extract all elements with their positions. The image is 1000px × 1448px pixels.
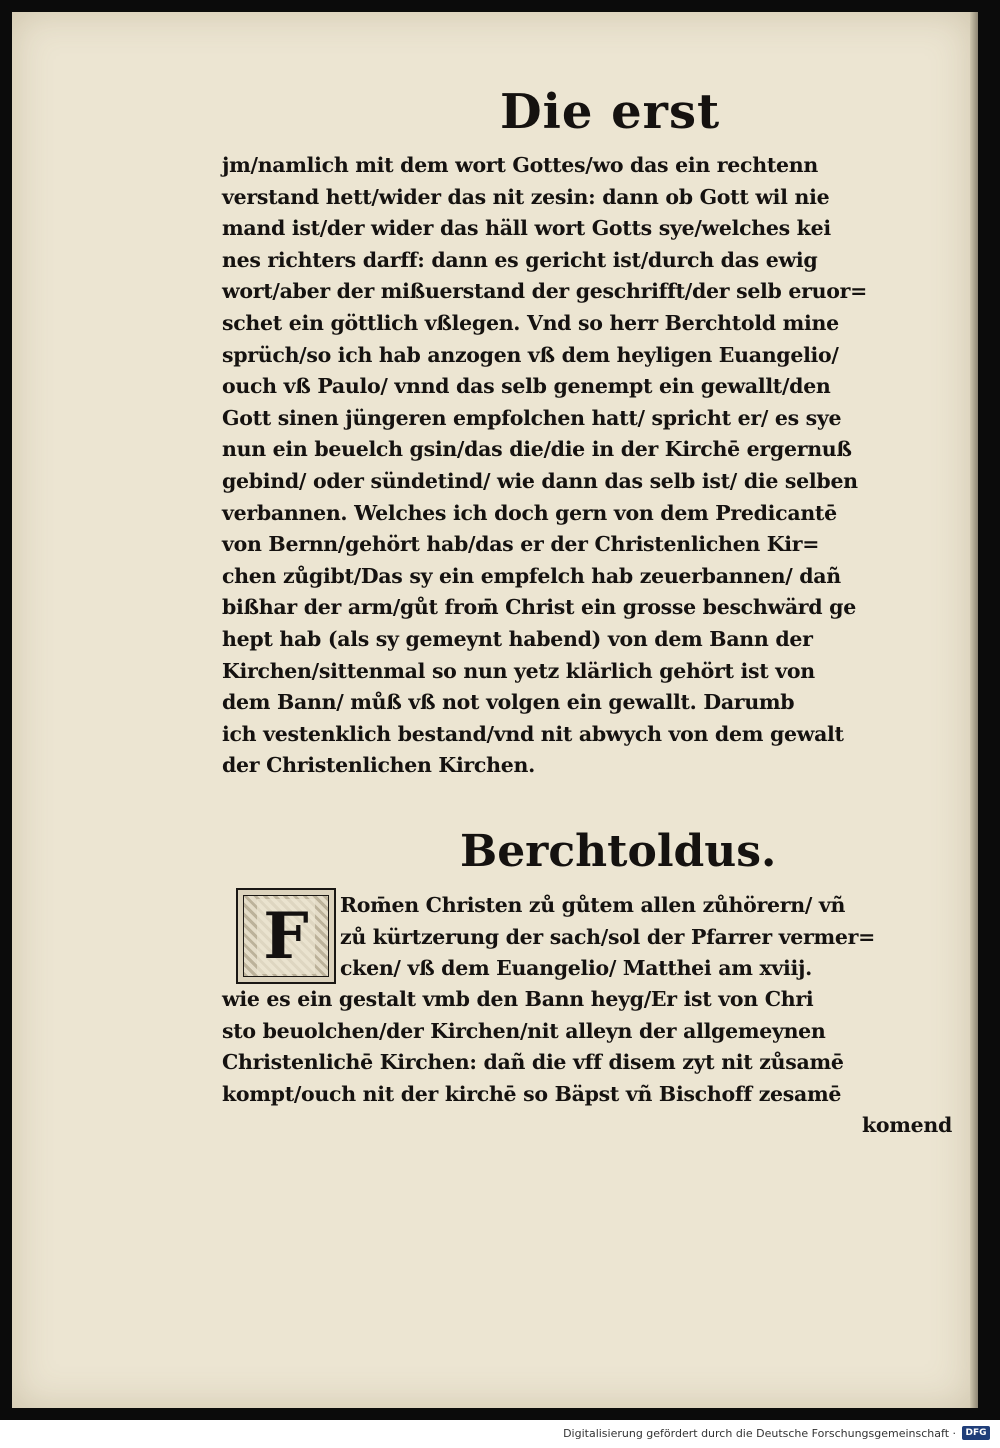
- page-gutter-edge: [970, 12, 978, 1408]
- speaker-heading: Berchtoldus.: [460, 826, 777, 877]
- initial-letter: F: [257, 899, 314, 974]
- text-line: mand ist/der wider das häll wort Gotts sye/welches kei: [222, 216, 831, 241]
- text-line: von Bernn/gehört hab/das er der Christenlichen Kir=: [222, 532, 820, 557]
- text-line: verstand hett/wider das nit zesin: dann ob Gott wil nie: [222, 184, 830, 209]
- text-line: Rom̄en Christen zů gůtem allen zůhörern/ vñ: [340, 893, 846, 917]
- text-line: wie es ein gestalt vmb den Bann heyg/Er ist von Chri: [222, 987, 814, 1011]
- initial-ornament: [243, 895, 329, 977]
- decorated-initial: [236, 888, 336, 984]
- running-header: Die erst: [500, 84, 721, 140]
- text-line: zů kürtzerung der sach/sol der Pfarrer vermer=: [340, 924, 876, 949]
- text-line: Christenlichē Kirchen: dañ die vff disem zyt nit zůsamē: [222, 1050, 844, 1075]
- paragraph-2-full: [222, 984, 952, 1142]
- text-line: bißhar der arm/gůt from̄ Christ ein grosse beschwärd ge: [222, 595, 856, 620]
- text-line: jm/namlich mit dem wort Gottes/wo das ein rechtenn: [222, 153, 818, 177]
- text-line: sprüch/so ich hab anzogen vß dem heyligen Euangelio/: [222, 342, 839, 367]
- text-line: ouch vß Paulo/ vnnd das selb genempt ein gewallt/den: [222, 374, 831, 399]
- text-line: dem Bann/ můß vß not volgen ein gewallt. Darumb: [222, 690, 795, 715]
- text-line: der Christenlichen Kirchen.: [222, 753, 535, 778]
- text-line: ich vestenklich bestand/vnd nit abwych von dem gewalt: [222, 721, 844, 746]
- text-line: chen zůgibt/Das sy ein empfelch hab zeuerbannen/ dañ: [222, 563, 841, 588]
- text-line: Gott sinen jüngeren empfolchen hatt/ spricht er/ es sye: [222, 405, 842, 430]
- text-line: cken/ vß dem Euangelio/ Matthei am xviij.: [340, 956, 812, 981]
- paragraph-1: [222, 150, 952, 782]
- text-line: verbannen. Welches ich doch gern von dem Predicantē: [222, 500, 837, 525]
- footer-credit: Digitalisierung gefördert durch die Deutsche Forschungsgemeinschaft ·: [563, 1427, 956, 1440]
- footer-bar: [0, 1420, 1000, 1448]
- dfg-logo-icon: DFG: [962, 1426, 990, 1440]
- text-line: schet ein göttlich vßlegen. Vnd so herr Berchtold mine: [222, 310, 839, 335]
- text-line: nes richters darff: dann es gericht ist/durch das ewig: [222, 247, 818, 272]
- text-line: hept hab (als sy gemeynt habend) von dem Bann der: [222, 626, 813, 651]
- text-line: sto beuolchen/der Kirchen/nit alleyn der allgemeynen: [222, 1018, 826, 1043]
- text-line: Kirchen/sittenmal so nun yetz klärlich gehört ist von: [222, 658, 815, 683]
- catchword: komend: [861, 1113, 952, 1138]
- text-line: gebind/ oder sündetind/ wie dann das selb ist/ die selben: [222, 468, 858, 493]
- paragraph-2-indented: [340, 890, 952, 985]
- text-line: nun ein beuelch gsin/das die/die in der Kirchē ergernuß: [222, 437, 852, 462]
- text-line: kompt/ouch nit der kirchē so Bäpst vñ Bischoff zesamē: [222, 1081, 842, 1106]
- text-line: wort/aber der mißuerstand der geschrifft/der selb eruor=: [222, 279, 868, 304]
